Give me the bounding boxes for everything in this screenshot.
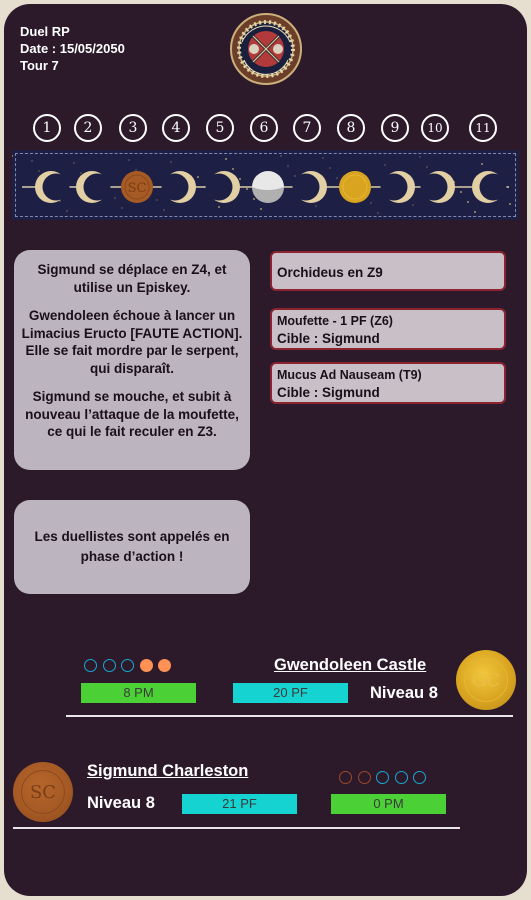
turn-number-1: 1 bbox=[33, 114, 61, 142]
moon-phase-7-icon bbox=[293, 171, 328, 203]
narration-paragraph-2: Gwendoleen échoue à lancer un Limacius Eructo [FAUTE ACTION]. Elle se fait mordre par le serpent, qui disparaît. bbox=[21, 308, 243, 376]
turn-number-7: 7 bbox=[293, 114, 321, 142]
action-pip bbox=[376, 771, 389, 784]
sigmund-name: Sigmund Charleston bbox=[87, 762, 249, 780]
sigmund-pm-bar: 0 PM bbox=[331, 794, 446, 814]
action-pip bbox=[358, 771, 371, 784]
turn-number-8: 8 bbox=[337, 114, 365, 142]
moon-phase-4-icon bbox=[162, 171, 197, 203]
turn-number-4: 4 bbox=[162, 114, 190, 142]
turn-number-3: 3 bbox=[119, 114, 147, 142]
moon-phases bbox=[12, 150, 519, 220]
action-pip bbox=[413, 771, 426, 784]
duel-board bbox=[4, 4, 527, 896]
turn-number-6: 6 bbox=[250, 114, 278, 142]
sigmund-divider bbox=[13, 827, 460, 829]
effect-mucus bbox=[270, 362, 506, 404]
action-pip bbox=[339, 771, 352, 784]
sigmund-token bbox=[13, 762, 73, 822]
effect-label: Orchideus en Z9 bbox=[277, 265, 383, 280]
gwendoleen-level: Niveau 8 bbox=[370, 684, 438, 702]
turn-number-2: 2 bbox=[74, 114, 102, 142]
narration-panel bbox=[14, 250, 250, 470]
narration-paragraph-1: Sigmund se déplace en Z4, et utilise un Episkey. bbox=[37, 262, 227, 295]
gwendoleen-track-token bbox=[339, 171, 371, 203]
gwendoleen-initials: GC bbox=[464, 658, 508, 702]
svg-text:SC: SC bbox=[127, 181, 147, 196]
sigmund-pf-bar: 21 PF bbox=[182, 794, 297, 814]
effect-moufette bbox=[270, 308, 506, 350]
moon-phase-2-icon bbox=[76, 171, 111, 203]
gwendoleen-pf-bar: 20 PF bbox=[233, 683, 348, 703]
effect-label: Moufette - 1 PF (Z6) bbox=[277, 314, 393, 328]
announcement-text: Les duellistes sont appelés en phase d’action ! bbox=[34, 529, 230, 564]
action-pip bbox=[140, 659, 153, 672]
turn-track bbox=[12, 150, 519, 220]
dueling-club-emblem-icon bbox=[229, 12, 303, 86]
moon-phase-1-icon bbox=[35, 171, 70, 203]
effect-label: Mucus Ad Nauseam (T9) bbox=[277, 368, 422, 382]
effect-target: Cible : Sigmund bbox=[277, 331, 380, 346]
gwendoleen-name: Gwendoleen Castle bbox=[274, 656, 427, 674]
turn-number-11: 11 bbox=[469, 114, 497, 142]
narration-paragraph-3: Sigmund se mouche, et subit à nouveau l’attaque de la moufette, ce qui le fait reculer en Z3. bbox=[25, 389, 239, 439]
sigmund-track-token bbox=[121, 171, 153, 203]
turn-number-9: 9 bbox=[381, 114, 409, 142]
effect-orchideus bbox=[270, 251, 506, 291]
turn-number-5: 5 bbox=[206, 114, 234, 142]
moon-phase-11-icon bbox=[472, 171, 507, 203]
action-pip bbox=[121, 659, 134, 672]
moon-phase-9-icon bbox=[381, 171, 416, 203]
moon-phase-10-icon bbox=[421, 171, 456, 203]
action-pip bbox=[158, 659, 171, 672]
announcement-panel bbox=[14, 500, 250, 594]
moon-phase-5-icon bbox=[206, 171, 241, 203]
action-pip bbox=[84, 659, 97, 672]
sigmund-initials: SC bbox=[21, 770, 65, 814]
sigmund-level: Niveau 8 bbox=[87, 794, 155, 812]
duel-title: Duel RP bbox=[20, 24, 70, 39]
effect-target: Cible : Sigmund bbox=[277, 385, 380, 400]
gwendoleen-pm-bar: 8 PM bbox=[81, 683, 196, 703]
moon-phase-6-icon bbox=[252, 171, 284, 203]
gwendoleen-divider bbox=[66, 715, 513, 717]
action-pip bbox=[103, 659, 116, 672]
duel-info bbox=[20, 23, 125, 74]
duel-turn: Tour 7 bbox=[20, 58, 59, 73]
gwendoleen-token bbox=[456, 650, 516, 710]
turn-number-10: 10 bbox=[421, 114, 449, 142]
duel-date: Date : 15/05/2050 bbox=[20, 41, 125, 56]
action-pip bbox=[395, 771, 408, 784]
